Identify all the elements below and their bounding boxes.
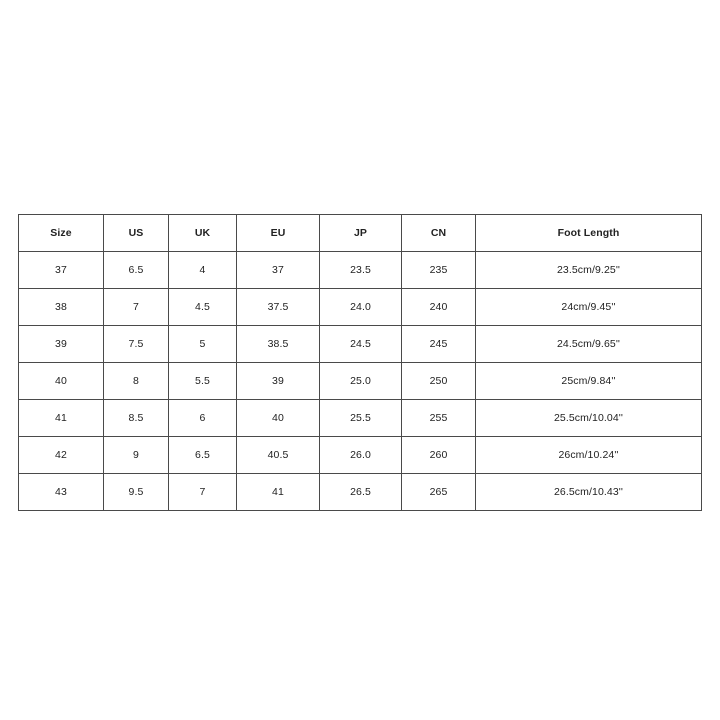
cell-foot-length: 23.5cm/9.25'' <box>476 252 702 289</box>
cell-us: 9 <box>104 437 169 474</box>
header-eu: EU <box>237 215 320 252</box>
cell-eu: 39 <box>237 363 320 400</box>
size-chart-body <box>19 215 702 511</box>
cell-eu: 37.5 <box>237 289 320 326</box>
header-foot-length: Foot Length <box>476 215 702 252</box>
table-row <box>19 474 702 511</box>
cell-size: 39 <box>19 326 104 363</box>
table-header-row <box>19 215 702 252</box>
header-us: US <box>104 215 169 252</box>
cell-cn: 250 <box>402 363 476 400</box>
cell-jp: 24.5 <box>320 326 402 363</box>
cell-cn: 245 <box>402 326 476 363</box>
cell-size: 42 <box>19 437 104 474</box>
cell-eu: 37 <box>237 252 320 289</box>
cell-jp: 25.5 <box>320 400 402 437</box>
cell-foot-length: 24cm/9.45'' <box>476 289 702 326</box>
cell-jp: 25.0 <box>320 363 402 400</box>
cell-uk: 5.5 <box>169 363 237 400</box>
cell-us: 7.5 <box>104 326 169 363</box>
table-row <box>19 437 702 474</box>
table-row <box>19 326 702 363</box>
cell-cn: 255 <box>402 400 476 437</box>
cell-us: 8.5 <box>104 400 169 437</box>
table-row <box>19 252 702 289</box>
cell-eu: 41 <box>237 474 320 511</box>
cell-cn: 235 <box>402 252 476 289</box>
cell-uk: 6.5 <box>169 437 237 474</box>
cell-jp: 24.0 <box>320 289 402 326</box>
cell-size: 43 <box>19 474 104 511</box>
header-cn: CN <box>402 215 476 252</box>
cell-foot-length: 24.5cm/9.65'' <box>476 326 702 363</box>
cell-foot-length: 26.5cm/10.43'' <box>476 474 702 511</box>
header-size: Size <box>19 215 104 252</box>
cell-us: 6.5 <box>104 252 169 289</box>
cell-eu: 38.5 <box>237 326 320 363</box>
table-row <box>19 400 702 437</box>
header-uk: UK <box>169 215 237 252</box>
cell-size: 38 <box>19 289 104 326</box>
cell-jp: 26.0 <box>320 437 402 474</box>
cell-foot-length: 26cm/10.24'' <box>476 437 702 474</box>
cell-us: 7 <box>104 289 169 326</box>
size-chart-table <box>18 214 702 511</box>
cell-foot-length: 25cm/9.84'' <box>476 363 702 400</box>
cell-us: 9.5 <box>104 474 169 511</box>
header-jp: JP <box>320 215 402 252</box>
cell-us: 8 <box>104 363 169 400</box>
cell-foot-length: 25.5cm/10.04'' <box>476 400 702 437</box>
cell-uk: 6 <box>169 400 237 437</box>
cell-size: 37 <box>19 252 104 289</box>
table-row <box>19 363 702 400</box>
cell-eu: 40.5 <box>237 437 320 474</box>
cell-size: 40 <box>19 363 104 400</box>
table-row <box>19 289 702 326</box>
cell-uk: 4 <box>169 252 237 289</box>
cell-uk: 5 <box>169 326 237 363</box>
cell-jp: 26.5 <box>320 474 402 511</box>
cell-jp: 23.5 <box>320 252 402 289</box>
cell-size: 41 <box>19 400 104 437</box>
cell-cn: 265 <box>402 474 476 511</box>
cell-uk: 7 <box>169 474 237 511</box>
cell-eu: 40 <box>237 400 320 437</box>
cell-uk: 4.5 <box>169 289 237 326</box>
cell-cn: 260 <box>402 437 476 474</box>
cell-cn: 240 <box>402 289 476 326</box>
